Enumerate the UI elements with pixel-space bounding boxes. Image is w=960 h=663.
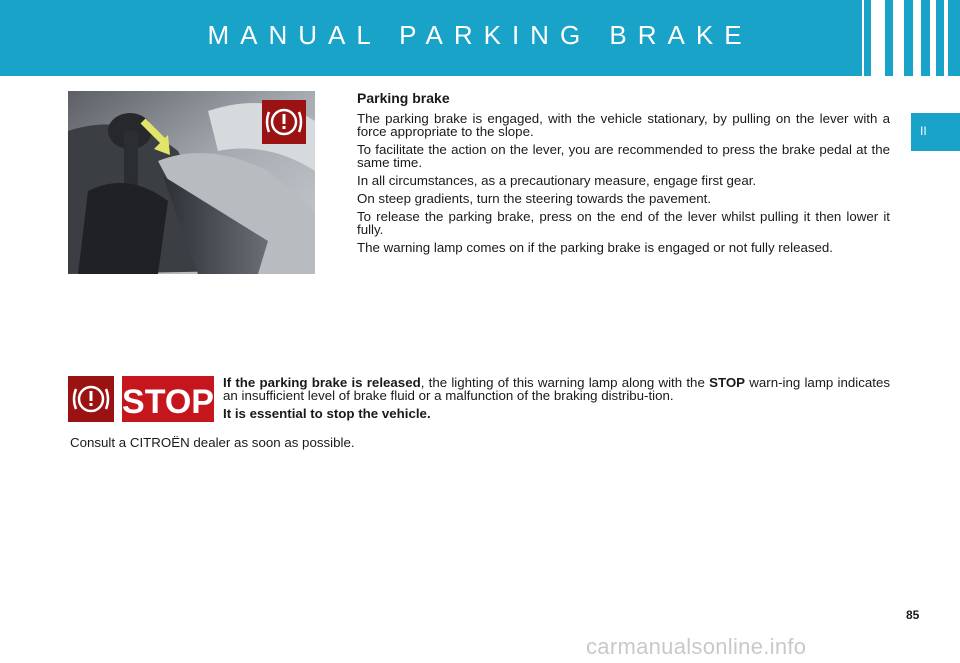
stop-warning-lamp-icon	[122, 376, 214, 422]
essential-note: It is essential to stop the vehicle.	[223, 406, 431, 421]
watermark: carmanualsonline.info	[586, 634, 807, 659]
section-heading: Parking brake	[357, 90, 450, 106]
stop-lamp-label: STOP	[122, 383, 214, 421]
paragraph: To release the parking brake, press on the end of the lever whilst pulling it then lower it fully.	[357, 209, 890, 237]
section-tab[interactable]	[911, 113, 960, 151]
page-title: MANUAL PARKING BRAKE	[207, 20, 753, 50]
paragraph: To facilitate the action on the lever, you are recommended to press the brake pedal at the same time.	[357, 142, 890, 170]
warning-section	[223, 376, 890, 425]
warning-text-cont: warn-ing lamp indicates an insufficient level of brake fluid or a malfunction of the braking distribu-tion.	[223, 375, 890, 403]
warning-paragraph	[223, 376, 890, 402]
parking-brake-photo-illustration	[68, 91, 315, 274]
section-tab-label: II	[920, 124, 927, 138]
warning-lead: If the parking brake is released	[223, 375, 421, 390]
warning-text: , the lighting of this warning lamp along with the	[420, 375, 710, 390]
paragraph: The warning lamp comes on if the parking brake is engaged or not fully released.	[357, 240, 834, 255]
stop-word: STOP	[709, 375, 746, 390]
consult-dealer-text: Consult a CITROËN dealer as soon as possible.	[70, 435, 355, 450]
page-number: 85	[906, 608, 920, 622]
paragraph: In all circumstances, as a precautionary measure, engage first gear.	[357, 173, 757, 188]
brake-warning-lamp-icon	[68, 376, 114, 422]
parking-brake-photo	[68, 91, 315, 274]
page-header	[0, 0, 960, 76]
paragraph: The parking brake is engaged, with the vehicle stationary, by pulling on the lever with a force appropriate to the slope.	[357, 111, 890, 139]
parking-brake-section	[357, 91, 890, 259]
paragraph: On steep gradients, turn the steering towards the pavement.	[357, 191, 712, 206]
